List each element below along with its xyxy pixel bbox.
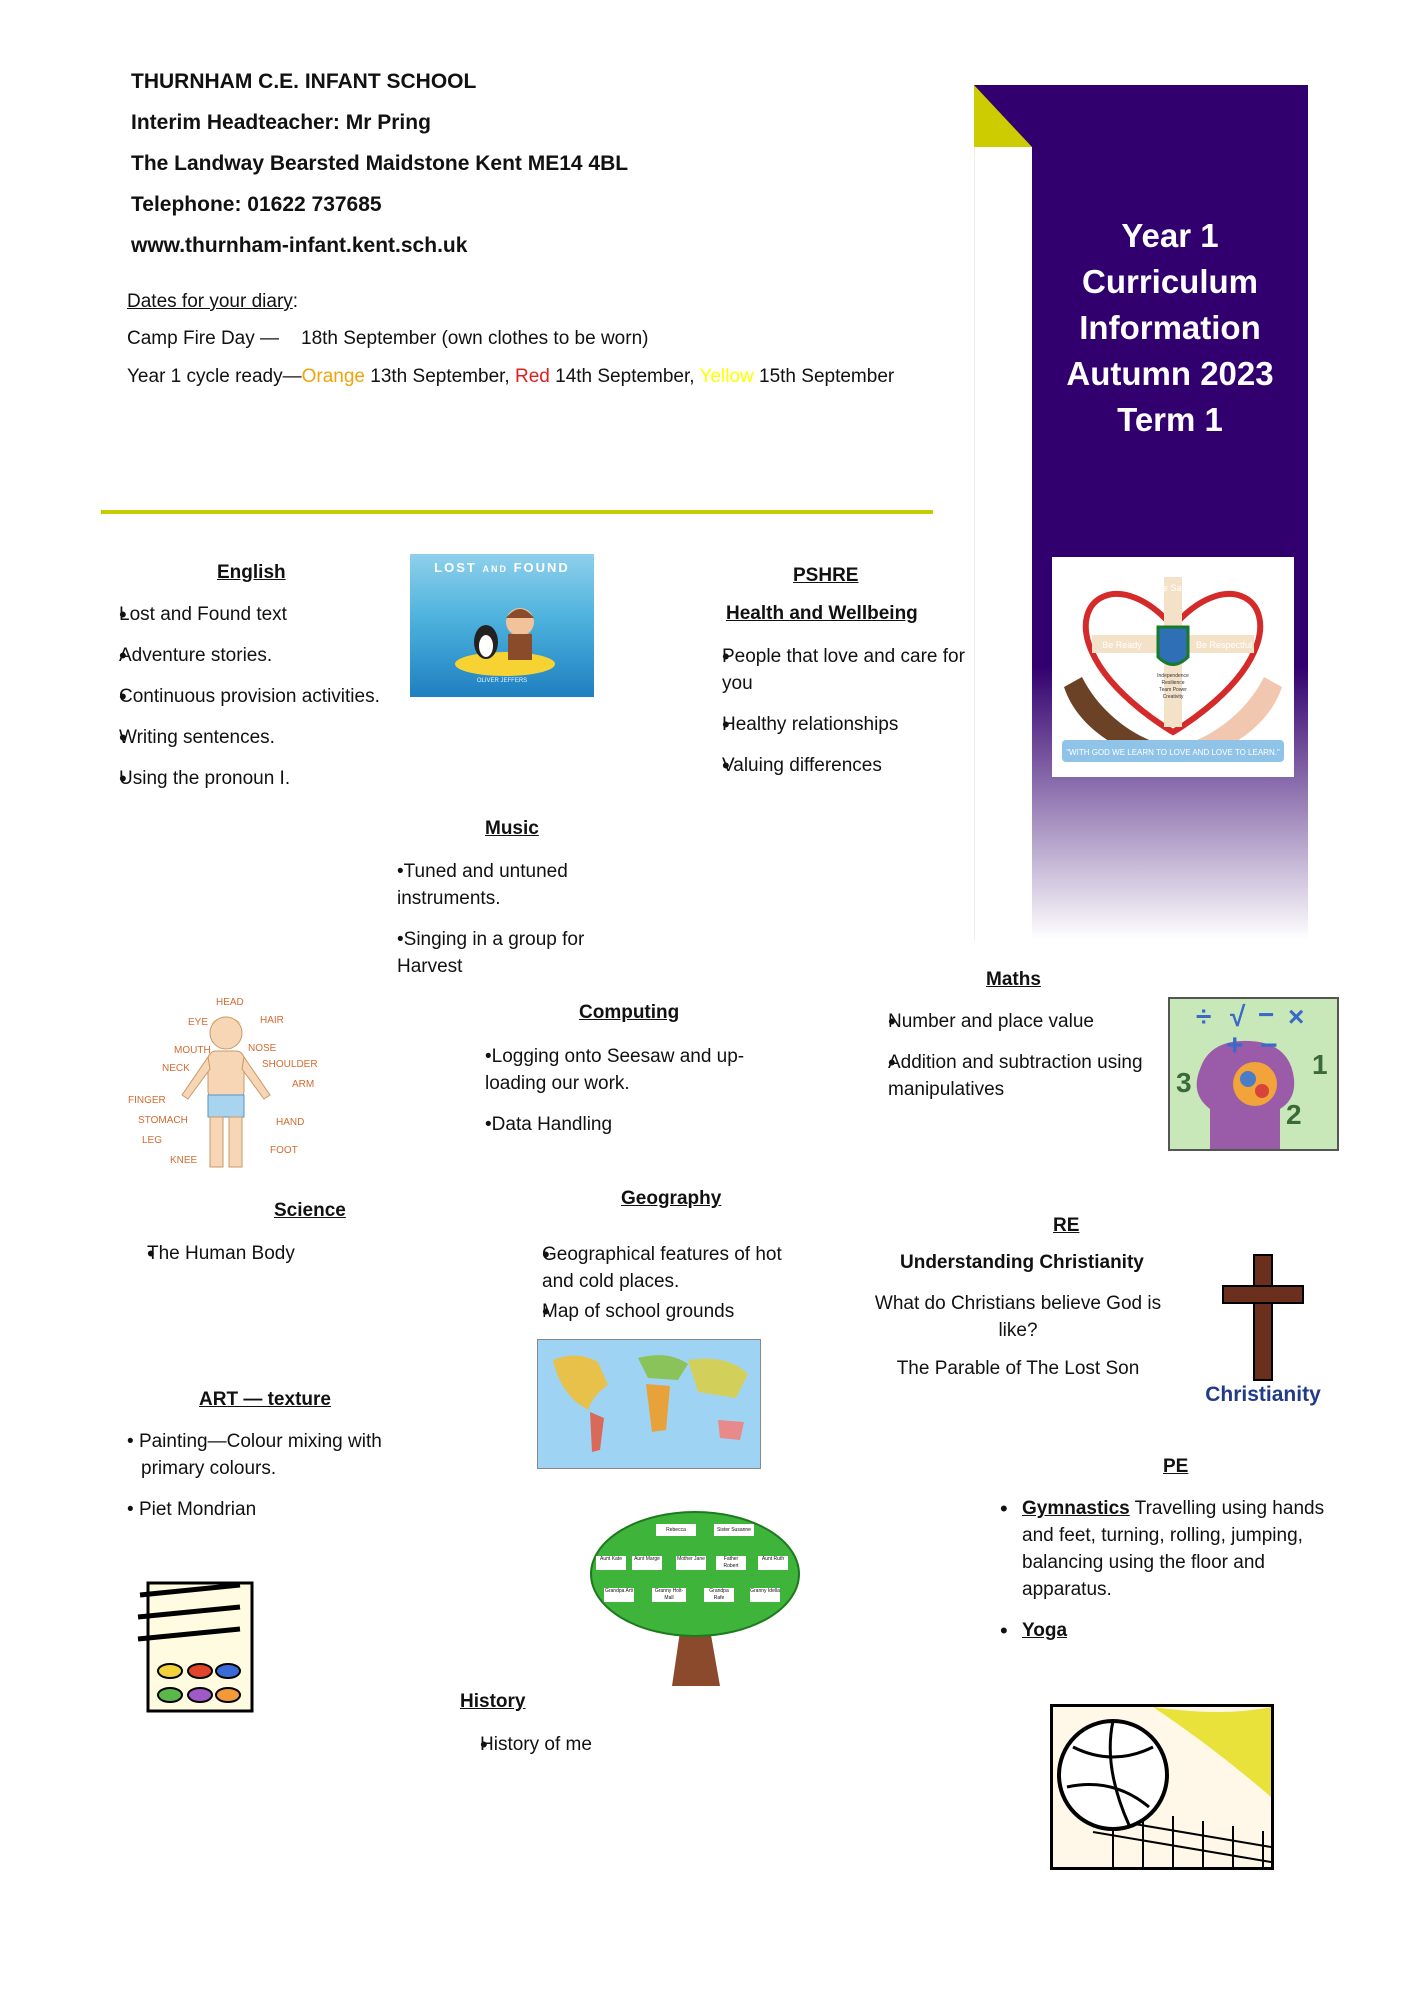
list-item: • History of me — [460, 1731, 740, 1758]
svg-text:Be Ready: Be Ready — [1102, 640, 1142, 650]
maths-brain-picture: ÷ √ − × + − 1 2 3 — [1168, 997, 1339, 1151]
diary-heading-line: Dates for your diary: — [127, 291, 299, 312]
diary-camp-label: Camp Fire Day — — [127, 328, 280, 349]
title-banner — [974, 85, 1308, 940]
geography-title: Geography — [621, 1188, 722, 1209]
maths-title: Maths — [986, 969, 1041, 990]
volleyball-picture — [1050, 1704, 1274, 1870]
list-item: • Map of school grounds — [514, 1298, 814, 1325]
list-item: •Singing in a group for Harvest — [397, 929, 585, 977]
list-item: • Painting—Colour mixing with primary colours. — [127, 1431, 382, 1479]
pe-title: PE — [1163, 1456, 1189, 1477]
christianity-cross-picture: Christianity — [1198, 1250, 1328, 1415]
svg-text:Be Safe: Be Safe — [1156, 583, 1190, 593]
list-item: • Number and place value — [868, 1008, 1168, 1035]
history-title: History — [460, 1691, 526, 1712]
headteacher: Interim Headteacher: Mr Pring — [131, 111, 431, 134]
lost-and-found-book-cover: LOST AND FOUND OLIVER JEFFERS — [410, 554, 594, 697]
english-list — [90, 601, 410, 806]
re-subtitle: Understanding Christianity — [900, 1252, 1144, 1273]
pshre-title: PSHRE — [793, 565, 859, 586]
pshre-list — [652, 643, 982, 793]
re-parable: The Parable of The Lost Son — [896, 1358, 1140, 1379]
geography-list — [514, 1241, 814, 1325]
science-list — [113, 1240, 393, 1267]
pe-yoga-label: Yoga — [1022, 1620, 1068, 1641]
computing-list — [485, 1043, 775, 1138]
school-logo: Be Safe Be Ready Be Respectful "WITH GOD WE LEARN TO LOVE AND LOVE TO LEARN." Independence Resilience Team Power Creativity — [1052, 557, 1294, 777]
list-item: • Gymnastics Travelling using hands and feet, turning, rolling, jumping, balancing using the floor and apparatus. — [1000, 1496, 1325, 1600]
list-item: • Valuing differences — [652, 752, 982, 779]
school-website: www.thurnham-infant.kent.sch.uk — [131, 234, 468, 257]
list-item: • Lost and Found text — [90, 601, 410, 628]
list-item: • Using the pronoun I. — [90, 765, 410, 792]
re-title: RE — [1053, 1215, 1080, 1236]
computing-title: Computing — [579, 1002, 680, 1023]
list-item: •Logging onto Seesaw and up-loading our work. — [485, 1046, 745, 1094]
banner-corner-triangle — [974, 85, 1032, 147]
pshre-subtitle: Health and Wellbeing — [726, 603, 918, 624]
family-tree-picture: Rebecca Sister Susanne Aunt Kate Aunt Marge Mother Jane Father Robert Aunt Ruth Grandpa Arti Granny Holt-Mall Grandpa Rafe Granny Idella — [590, 1508, 800, 1688]
list-item: • Addition and subtraction using manipulatives — [868, 1049, 1168, 1103]
music-list — [397, 858, 612, 980]
art-title: ART — texture — [199, 1389, 331, 1410]
list-item: • Continuous provision activities. — [90, 683, 410, 710]
music-title: Music — [485, 818, 539, 839]
history-list — [460, 1731, 740, 1758]
list-item: • Adventure stories. — [90, 642, 410, 669]
list-item: • People that love and care for you — [652, 643, 982, 697]
school-name: THURNHAM C.E. INFANT SCHOOL — [131, 70, 477, 93]
diary-heading: Dates for your diary — [127, 291, 293, 312]
pe-list — [1000, 1495, 1340, 1644]
world-map-picture — [537, 1339, 761, 1469]
list-item: •Tuned and untuned instruments. — [397, 861, 568, 909]
human-body-diagram: HEAD EYE HAIR MOUTH NOSE NECK SHOULDER ARM FINGER STOMACH HAND LEG KNEE FOOT — [128, 995, 324, 1178]
list-item: • Geographical features of hot and cold places. — [514, 1241, 814, 1295]
school-telephone: Telephone: 01622 737685 — [131, 193, 382, 216]
list-item: • Piet Mondrian — [127, 1499, 257, 1520]
svg-text:"WITH GOD WE LEARN TO LOVE AND: "WITH GOD WE LEARN TO LOVE AND LOVE TO LEARN." — [1066, 748, 1280, 757]
list-item: •Data Handling — [485, 1114, 613, 1135]
banner-title: Year 1 Curriculum Information Autumn 2023 Term 1 — [1066, 217, 1274, 438]
diary-camp-date: 18th September (own clothes to be worn) — [301, 328, 649, 349]
english-title: English — [217, 562, 286, 583]
art-paints-picture — [130, 1573, 260, 1715]
list-item: • Healthy relationships — [652, 711, 982, 738]
svg-text:Be Respectful: Be Respectful — [1195, 640, 1253, 650]
art-list — [127, 1428, 417, 1523]
maths-list — [868, 1008, 1168, 1103]
list-item: • The Human Body — [113, 1240, 393, 1267]
list-item: • Yoga — [1000, 1618, 1068, 1643]
list-item: • Writing sentences. — [90, 724, 410, 751]
science-title: Science — [274, 1200, 346, 1221]
pe-gymnastics-label: Gymnastics — [1022, 1498, 1130, 1519]
header-divider — [101, 510, 933, 514]
school-address: The Landway Bearsted Maidstone Kent ME14 4BL — [131, 152, 629, 175]
re-question: What do Christians believe God is like? — [874, 1293, 1162, 1341]
diary-cycle-line: Year 1 cycle ready—Orange 13th September, Red 14th September, Yellow 15th September — [127, 366, 895, 387]
